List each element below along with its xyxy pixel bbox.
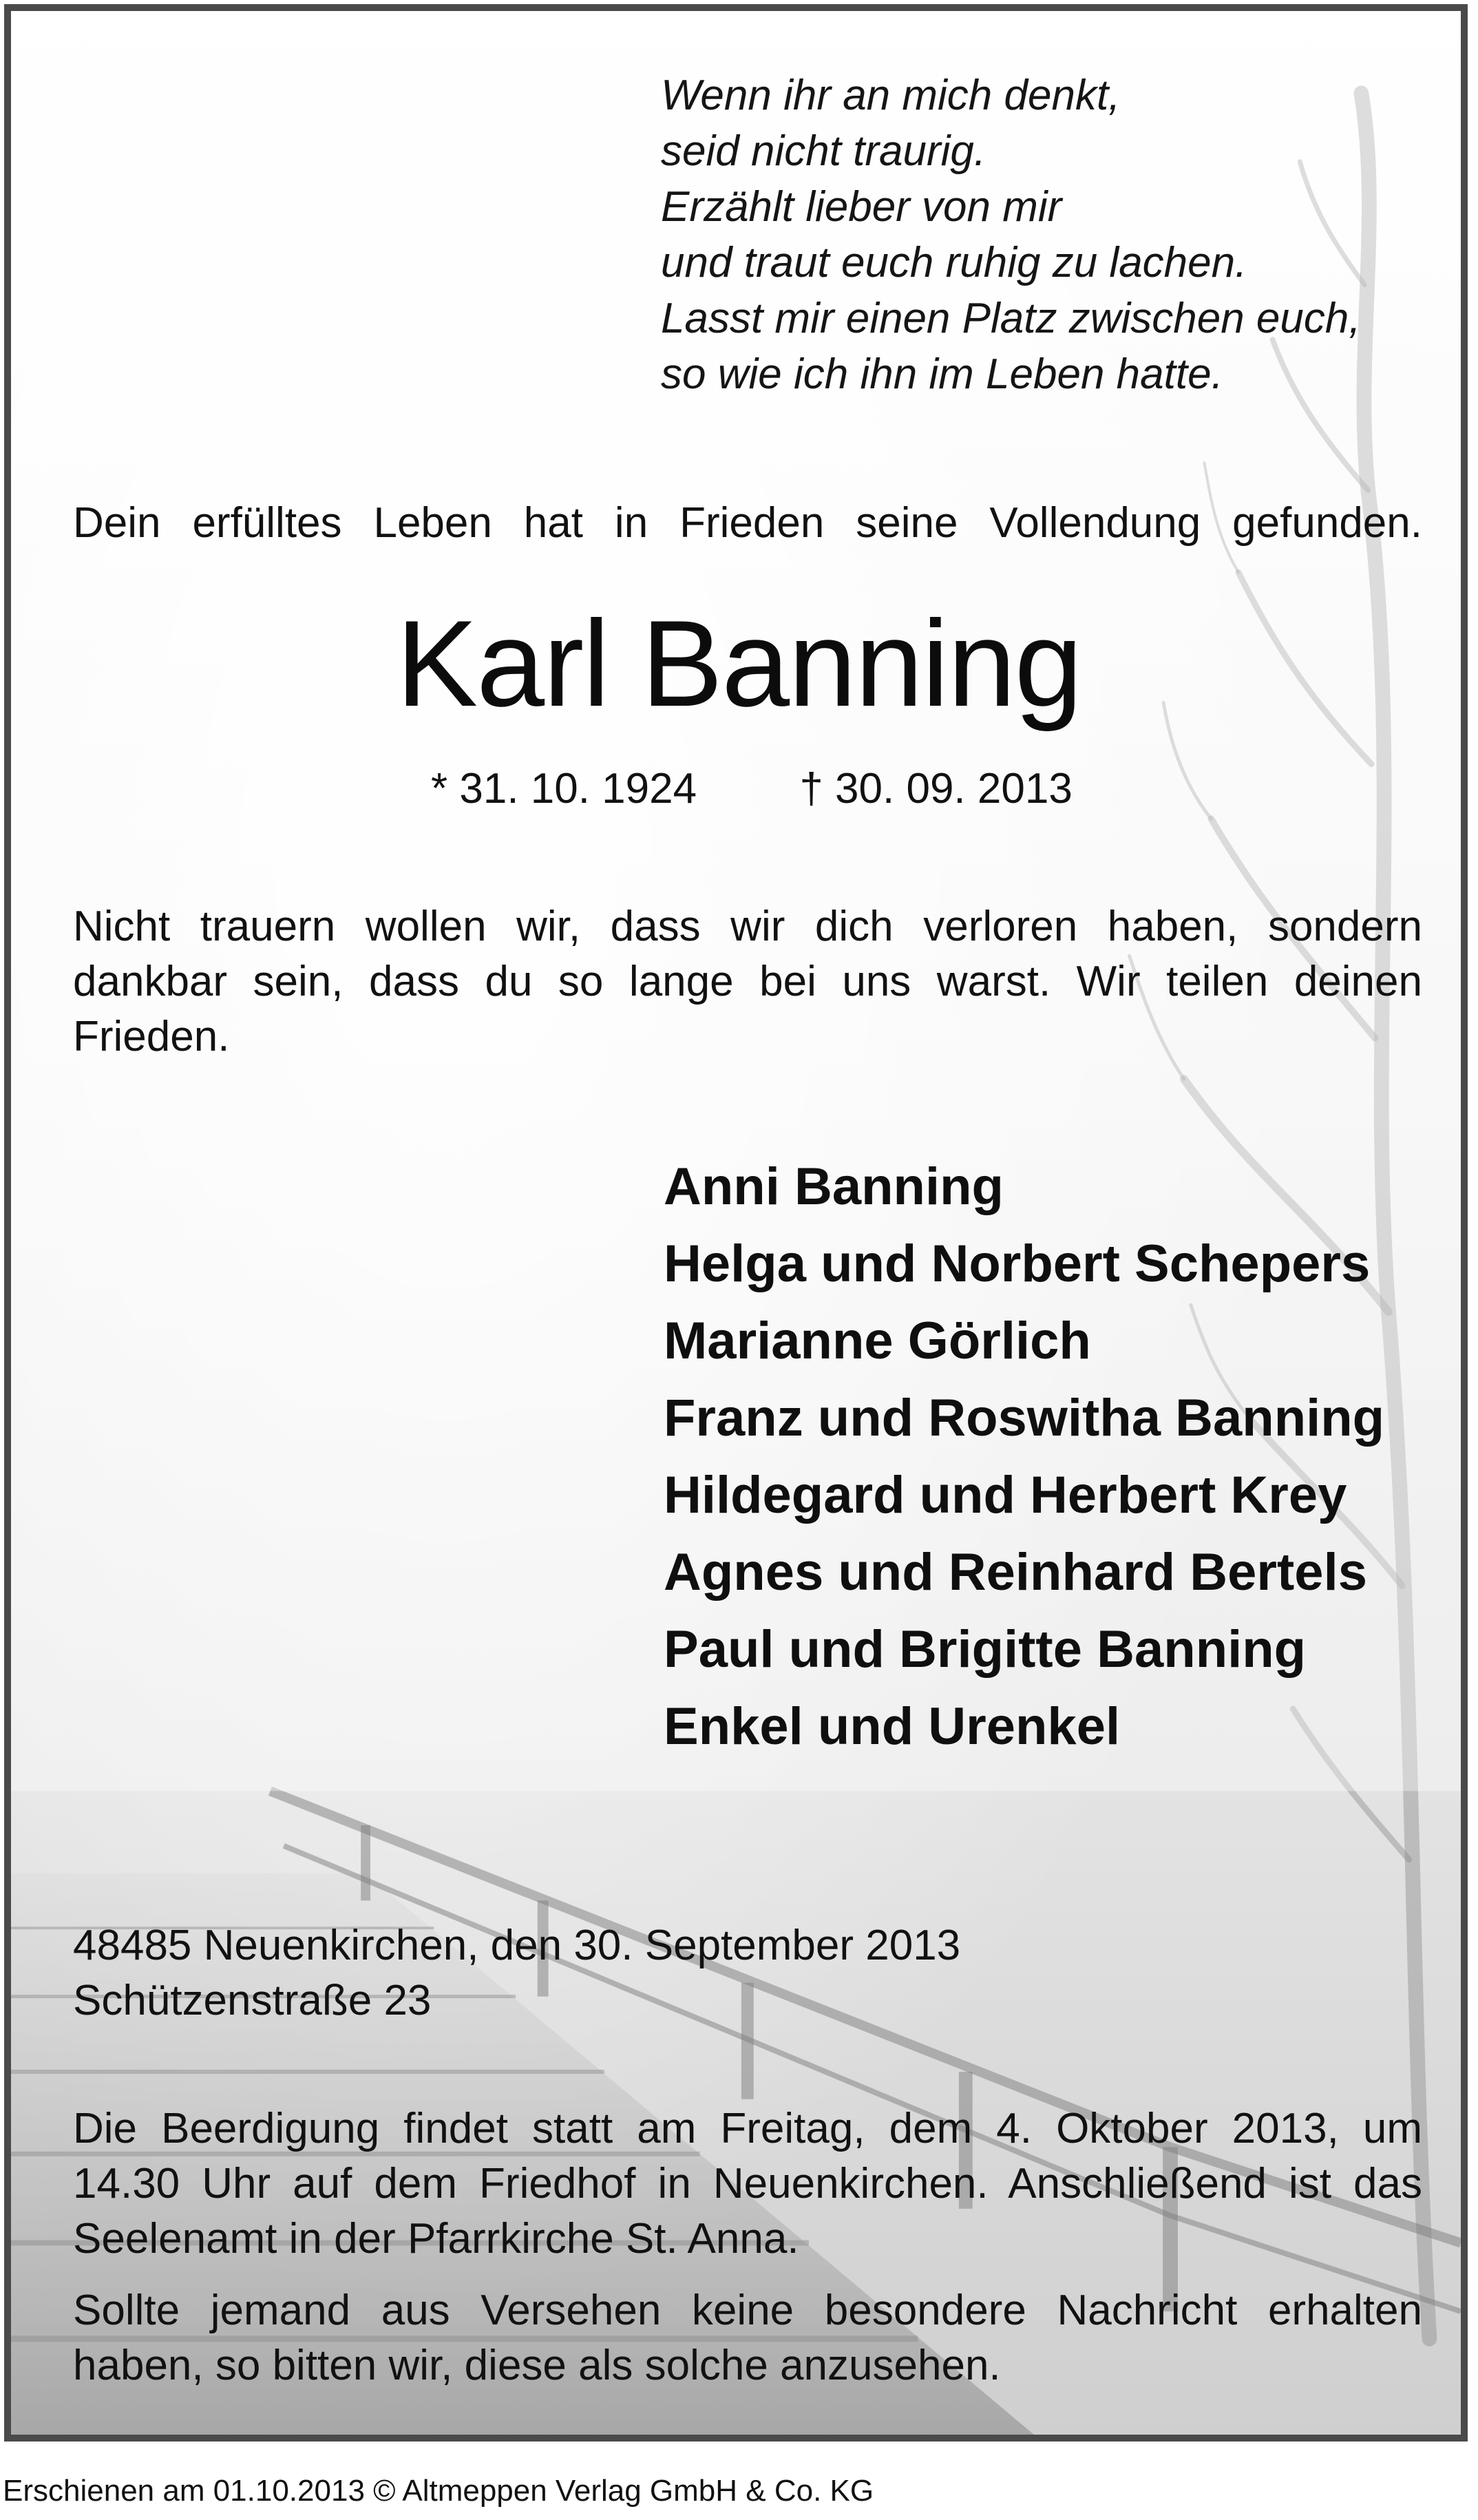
place-and-date: 48485 Neuenkirchen, den 30. September 2013 [73, 1922, 961, 1969]
mourner-name: Enkel und Urenkel [664, 1697, 1121, 1756]
poem-line: seid nicht traurig. [661, 127, 986, 175]
mourner-name: Helga und Norbert Schepers [664, 1235, 1371, 1293]
quote-line: Frieden. [73, 1013, 230, 1060]
publication-footer: Erschienen am 01.10.2013 © Altmeppen Verlag GmbH & Co. KG [3, 2474, 874, 2508]
note-line: haben, so bitten wir, diese als solche anzusehen. [73, 2342, 1001, 2389]
poem-line: Erzählt lieber von mir [661, 183, 1062, 231]
poem [661, 67, 1361, 402]
poem-line: Lasst mir einen Platz zwischen euch, [661, 295, 1361, 342]
funeral-notice [73, 2101, 1422, 2267]
mourner-name: Franz und Roswitha Banning [664, 1389, 1385, 1447]
life-dates [431, 762, 1073, 817]
mourner-name: Marianne Görlich [664, 1312, 1091, 1370]
deceased-name: Karl Banning [396, 595, 1081, 732]
note-line: Sollte jemand aus Versehen keine besondere Nachricht erhalten [73, 2287, 1422, 2334]
quote-line: dankbar sein, dass du so lange bei uns warst. Wir teilen deinen [73, 958, 1422, 1005]
poem-line: und traut euch ruhig zu lachen. [661, 239, 1247, 286]
notification-note [73, 2283, 1422, 2393]
poem-line: so wie ich ihn im Leben hatte. [661, 350, 1223, 398]
poem-line: Wenn ihr an mich denkt, [661, 72, 1121, 119]
address-block [73, 1918, 960, 2028]
obituary-frame [4, 4, 1468, 2442]
mourner-name: Agnes und Reinhard Bertels [664, 1543, 1367, 1602]
street-address: Schützenstraße 23 [73, 1977, 432, 2024]
birth-date: * 31. 10. 1924 [431, 765, 697, 812]
funeral-line: Seelenamt in der Pfarrkirche St. Anna. [73, 2215, 799, 2262]
mourner-name: Anni Banning [664, 1157, 1004, 1216]
mourner-name: Paul und Brigitte Banning [664, 1620, 1307, 1679]
mourner-name: Hildegard und Herbert Krey [664, 1466, 1347, 1524]
funeral-line: Die Beerdigung findet statt am Freitag, dem 4. Oktober 2013, um [73, 2105, 1422, 2152]
mourners-list [664, 1148, 1384, 1765]
funeral-line: 14.30 Uhr auf dem Friedhof in Neuenkirchen. Anschließend ist das [73, 2160, 1422, 2207]
lead-sentence: Dein erfülltes Leben hat in Frieden seine Vollendung gefunden. [73, 499, 1422, 547]
quote-line: Nicht trauern wollen wir, dass wir dich verloren haben, sondern [73, 903, 1422, 950]
death-date: † 30. 09. 2013 [799, 765, 1073, 812]
mourning-quote [73, 899, 1422, 1064]
